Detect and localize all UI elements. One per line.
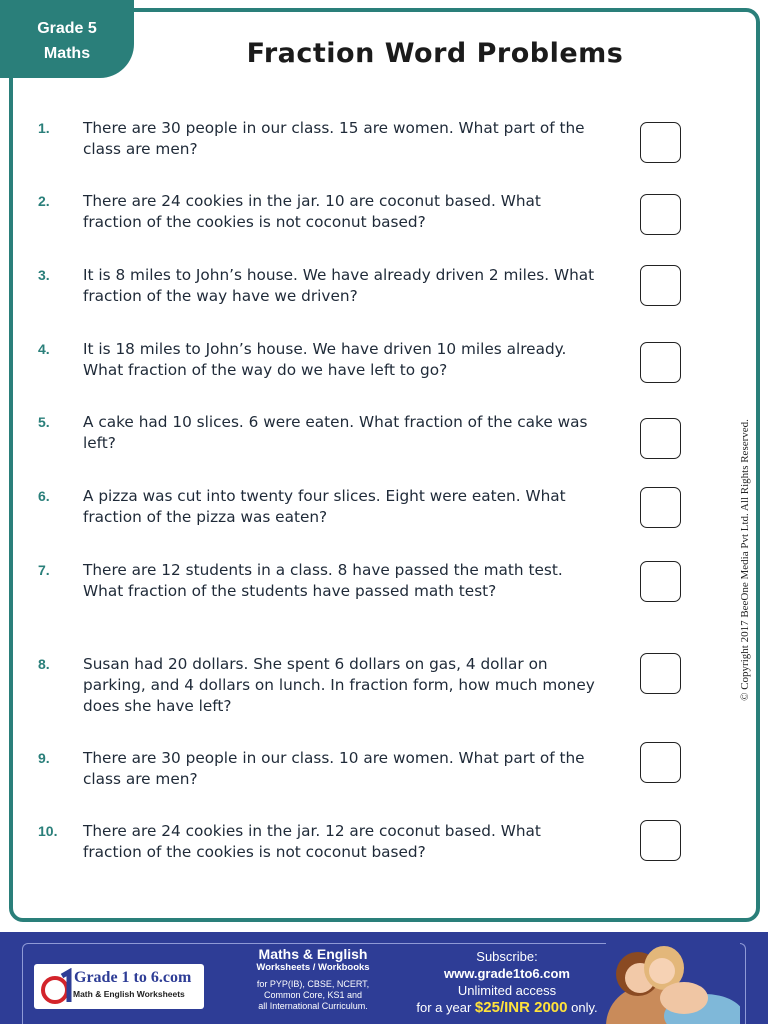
page-title: Fraction Word Problems: [246, 38, 624, 69]
curricula-line: all International Curriculum.: [258, 1001, 368, 1011]
subject-label: Maths: [43, 45, 91, 62]
grade-label: Grade 5: [37, 20, 97, 37]
subscribe-label: Subscribe:: [476, 949, 538, 964]
answer-box[interactable]: [640, 418, 681, 459]
problem-number: 9.: [38, 750, 50, 766]
problem-number: 7.: [38, 562, 50, 578]
answer-box[interactable]: [640, 561, 681, 602]
mother-child-photo: [606, 938, 740, 1024]
site-logo[interactable]: [34, 964, 204, 1009]
access-label: Unlimited access: [457, 983, 557, 998]
product-heading: Maths & English: [258, 946, 368, 962]
answer-box[interactable]: [640, 194, 681, 235]
curricula-line: Common Core, KS1 and: [263, 990, 363, 1000]
problem-text: There are 30 people in our class. 10 are women. What part of the class are men?: [83, 749, 585, 788]
answer-box[interactable]: [640, 265, 681, 306]
product-subheading: Worksheets / Workbooks: [256, 962, 370, 973]
copyright-notice: © Copyright 2017 BeeOne Media Pvt Ltd. All Rights Reserved.: [739, 419, 751, 701]
logo-name: Grade 1 to 6.com: [74, 969, 192, 986]
offer-price: $25/INR 2000: [474, 999, 568, 1016]
answer-box[interactable]: [640, 742, 681, 783]
problem-text: There are 24 cookies in the jar. 10 are coconut based. What fraction of the cookies is not coconut based?: [83, 192, 541, 231]
website-link[interactable]: www.grade1to6.com: [444, 966, 570, 981]
offer-suffix: only.: [567, 1000, 598, 1015]
problem-number: 6.: [38, 488, 50, 504]
answer-box[interactable]: [640, 122, 681, 163]
answer-box[interactable]: [640, 820, 681, 861]
problem-number: 1.: [38, 120, 50, 136]
offer-prefix: for a year: [416, 1000, 475, 1015]
logo-mark-icon: [40, 968, 78, 1006]
problem-number: 8.: [38, 656, 50, 672]
product-info: [225, 946, 401, 1012]
answer-box[interactable]: [640, 487, 681, 528]
offer-line: [398, 999, 616, 1017]
problem-number: 10.: [38, 823, 58, 839]
problem-number: 4.: [38, 341, 50, 357]
problem-number: 2.: [38, 193, 50, 209]
problem-text: A pizza was cut into twenty four slices. Eight were eaten. What fraction of the pizza was eaten?: [83, 487, 566, 526]
curricula-list: [225, 979, 401, 1012]
answer-box[interactable]: [640, 653, 681, 694]
curricula-line: for PYP(IB), CBSE, NCERT,: [256, 979, 370, 989]
logo-tagline: Math & English Worksheets: [73, 989, 185, 999]
problem-text: There are 24 cookies in the jar. 12 are coconut based. What fraction of the cookies is not coconut based?: [83, 822, 541, 861]
problem-number: 5.: [38, 414, 50, 430]
problem-text: A cake had 10 slices. 6 were eaten. What fraction of the cake was left?: [83, 413, 588, 452]
problem-text: It is 8 miles to John’s house. We have already driven 2 miles. What fraction of the way have we driven?: [83, 266, 595, 305]
problem-text: There are 12 students in a class. 8 have passed the math test. What fraction of the students have passed math test?: [83, 561, 563, 600]
problem-text: Susan had 20 dollars. She spent 6 dollars on gas, 4 dollar on parking, and 4 dollars on lunch. In fraction form, how much money does she have left?: [83, 655, 595, 715]
grade-badge: [0, 0, 134, 78]
answer-box[interactable]: [640, 342, 681, 383]
problem-number: 3.: [38, 267, 50, 283]
problem-text: It is 18 miles to John’s house. We have driven 10 miles already. What fraction of the way do we have left to go?: [83, 340, 567, 379]
subscribe-info: [398, 948, 616, 1017]
problem-text: There are 30 people in our class. 15 are women. What part of the class are men?: [83, 119, 585, 158]
